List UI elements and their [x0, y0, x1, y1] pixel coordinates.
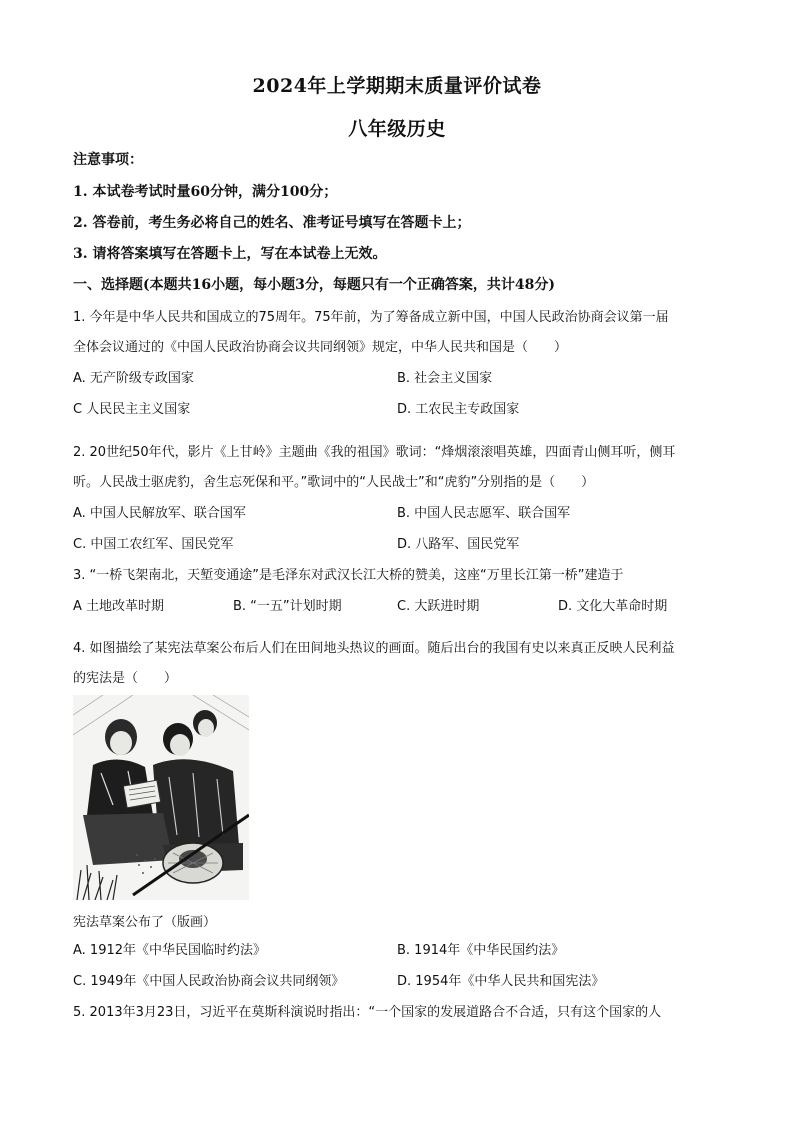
notice-item: 3. 请将答案填写在答题卡上，写在本试卷上无效。: [73, 246, 387, 262]
question-4-option-a: A. 1912年《中华民国临时约法》: [73, 943, 267, 958]
question-3-option-d: D. 文化大革命时期: [558, 599, 668, 614]
notice-heading: 注意事项：: [73, 152, 143, 168]
question-1-option-a: A. 无产阶级专政国家: [73, 371, 194, 386]
question-3-option-a: A 土地改革时期: [73, 599, 165, 614]
exam-subject: 八年级历史: [348, 118, 446, 140]
question-5-text: 5. 2013年3月23日，习近平在莫斯科演说时指出：“一个国家的发展道路合不合适，只有这个国家的人: [73, 1005, 662, 1020]
notice-item: 2. 答卷前，考生务必将自己的姓名、准考证号填写在答题卡上；: [73, 215, 471, 231]
question-4-option-c: C. 1949年《中国人民政治协商会议共同纲领》: [73, 974, 345, 989]
woodcut-illustration: [73, 695, 249, 900]
woodcut-print-image: [73, 695, 249, 900]
question-3-option-b: B. “一五”计划时期: [233, 599, 342, 614]
question-3-text: 3. “一桥飞架南北，天堑变通途”是毛泽东对武汉长江大桥的赞美，这座“万里长江第一桥”建造于: [73, 568, 624, 583]
notice-item: 1. 本试卷考试时量60分钟，满分100分；: [73, 184, 338, 200]
question-3-option-c: C. 大跃进时期: [397, 599, 480, 614]
figure-caption: 宪法草案公布了（版画）: [73, 915, 217, 930]
question-1-text: 全体会议通过的《中国人民政治协商会议共同纲领》规定，中华人民共和国是（ ）: [73, 340, 568, 355]
question-2-option-c: C. 中国工农红军、国民党军: [73, 537, 234, 552]
section-heading: 一、选择题(本题共16小题，每小题3分，每题只有一个正确答案，共计48分): [73, 277, 555, 293]
question-4-text: 4. 如图描绘了某宪法草案公布后人们在田间地头热议的画面。随后出台的我国有史以来真正反映人民利益: [73, 641, 675, 656]
question-2-option-b: B. 中国人民志愿军、联合国军: [397, 506, 571, 521]
question-4-option-b: B. 1914年《中华民国约法》: [397, 943, 565, 958]
question-1-text: 1. 今年是中华人民共和国成立的75周年。75年前，为了筹备成立新中国，中国人民政治协商会议第一届: [73, 310, 669, 325]
question-2-option-a: A. 中国人民解放军、联合国军: [73, 506, 246, 521]
question-2-text: 听。人民战士驱虎豹，舍生忘死保和平。”歌词中的“人民战士”和“虎豹”分别指的是（ ）: [73, 475, 595, 490]
question-4-text: 的宪法是（ ）: [73, 671, 178, 686]
question-1-option-c: C 人民民主主义国家: [73, 402, 191, 417]
exam-title: 2024年上学期期末质量评价试卷: [252, 75, 542, 97]
question-1-option-b: B. 社会主义国家: [397, 371, 493, 386]
question-4-option-d: D. 1954年《中华人民共和国宪法》: [397, 974, 605, 989]
question-1-option-d: D. 工农民主专政国家: [397, 402, 520, 417]
question-2-text: 2. 20世纪50年代，影片《上甘岭》主题曲《我的祖国》歌词：“烽烟滚滚唱英雄，四面青山侧耳听，侧耳: [73, 445, 676, 460]
question-2-option-d: D. 八路军、国民党军: [397, 537, 520, 552]
